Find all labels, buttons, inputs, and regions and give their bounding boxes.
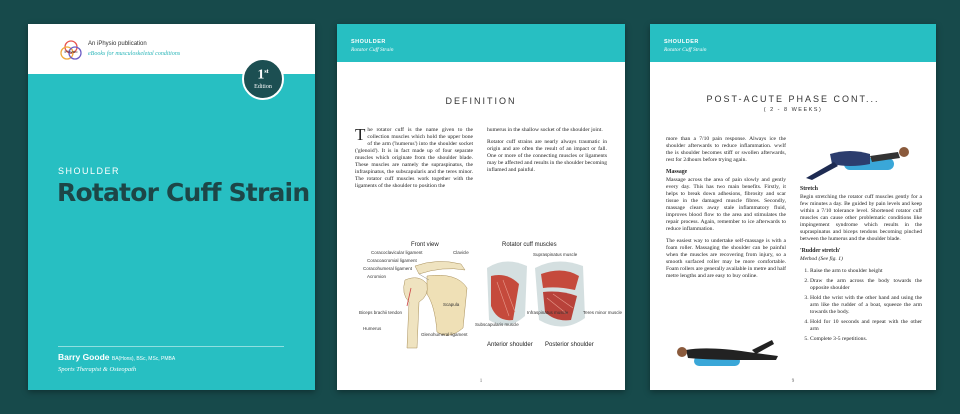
dropcap: T bbox=[355, 125, 366, 144]
foam-roller-photo bbox=[668, 330, 790, 374]
author-credentials: BA(Hons), BSc, MSc, PMBA bbox=[111, 356, 176, 362]
label-teres-minor: Teres minor muscle bbox=[583, 310, 623, 315]
definition-text-2: humerus in the shallow socket of the shoulder joint. bbox=[487, 127, 603, 133]
author bbox=[58, 352, 175, 362]
label-subscapularis: Subscapularis muscle bbox=[475, 322, 519, 327]
cover-category: SHOULDER bbox=[58, 166, 121, 176]
step-item: 1. Raise the arm to shoulder height bbox=[810, 268, 922, 275]
anterior-caption: Anterior shoulder bbox=[487, 342, 533, 348]
stretch-heading: Stretch bbox=[800, 186, 818, 192]
edition-label: Edition bbox=[254, 83, 272, 90]
header-subtitle: Rotator Cuff Strain bbox=[664, 47, 707, 53]
cover-title: Rotator Cuff Strain bbox=[57, 178, 310, 207]
label-coracoclavicular: Coracoclavicular ligament bbox=[371, 250, 423, 255]
column-left bbox=[355, 127, 473, 195]
label-supraspinatus: Supraspinatus muscle bbox=[533, 252, 578, 257]
column-right bbox=[487, 127, 607, 179]
massage-text: Massage across the area of pain slowly and gently every day. This has two main benefits. Firstly, it helps to break down adhesions, fibrosity and scar tissue in the damaged muscle fibres. Secondly, massage clears away stale inflammatory fluid, improves blood flow to the area and stimulates the repair process. Again, remember to ice afterwards to reduce inflammation. bbox=[666, 177, 786, 232]
post-acute-page bbox=[650, 24, 936, 390]
label-coracohumeral: Coracohumeral ligament bbox=[363, 266, 413, 271]
header-category: SHOULDER bbox=[351, 39, 386, 45]
header-category: SHOULDER bbox=[664, 39, 699, 45]
cover-page bbox=[28, 24, 315, 390]
step-item: 2. Draw the arm across the body towards the opposite shoulder bbox=[810, 278, 922, 292]
page-title: DEFINITION bbox=[445, 96, 517, 106]
roller-text: The easiest way to undertake self-massage is with a foam roller. Massaging the shoulder can be painful when the muscles are recovering from injury, so a smooth surfaced roller may be more comfortable. Foam rollers are generally available in metre and half metre lengths and are easy to buy online. bbox=[666, 238, 786, 279]
label-coracoacromial: Coracoacromial ligament bbox=[367, 258, 417, 263]
page-subtitle: ( 2 - 8 WEEKS) bbox=[763, 107, 823, 113]
cover-divider bbox=[58, 346, 284, 347]
label-scapula: Scapula bbox=[443, 302, 460, 307]
stretch-text: Begin stretching the rotator cuff muscles gently for a few minutes a day. Be guided by pain levels and keep within a 7/10 tolerance level. Shortened rotator cuff muscles can cause other problematic conditions like impingement syndrome which results in the supraspinatus and biceps tendons becoming pinched between the humerus and the shoulder blade. bbox=[800, 194, 922, 242]
page-header bbox=[650, 24, 936, 62]
publisher-tagline: eBooks for musculoskeletal conditions bbox=[88, 51, 181, 57]
label-acromion: Acromion bbox=[367, 274, 387, 279]
iphysio-logo-icon bbox=[58, 38, 84, 64]
edition-badge bbox=[242, 58, 284, 100]
stretch-steps bbox=[800, 268, 922, 343]
author-role: Sports Therapist & Osteopath bbox=[58, 366, 137, 373]
massage-heading: Massage bbox=[666, 169, 688, 175]
page-number: 1 bbox=[479, 379, 483, 384]
label-infraspinatus: Infraspinatus muscle bbox=[527, 310, 569, 315]
posterior-caption: Posterior shoulder bbox=[545, 342, 594, 348]
step-item: 3. Hold the wrist with the other hand and using the arm like the rudder of a boat, squeeze the arm towards the body. bbox=[810, 295, 922, 316]
posterior-muscle-illustration bbox=[535, 261, 585, 326]
edition-number: 1 bbox=[257, 67, 265, 83]
rotator-cuff-figure bbox=[357, 236, 623, 356]
page-title: POST-ACUTE PHASE CONT... bbox=[706, 94, 880, 104]
edition-suffix: st bbox=[264, 69, 269, 75]
step-item: 5. Complete 3-5 repetitions. bbox=[810, 336, 922, 343]
label-clavicle: Clavicle bbox=[453, 250, 469, 255]
header-subtitle: Rotator Cuff Strain bbox=[351, 47, 394, 53]
page-number: 9 bbox=[791, 379, 795, 384]
anterior-muscle-illustration bbox=[487, 261, 527, 325]
intro-text: more than a 7/10 pain response. Always ice the shoulder afterwards to reduce inflammation. wwIf the is shoulder becomes stiff or swollen afterwards, rest for 24hours before trying again. bbox=[666, 136, 786, 163]
muscles-heading: Rotator cuff muscles bbox=[502, 242, 557, 248]
step-item: 4. Hold for 10 seconds and repeat with the other arm bbox=[810, 319, 922, 333]
page-header bbox=[337, 24, 625, 62]
label-humerus: Humerus bbox=[363, 326, 382, 331]
front-view-heading: Front view bbox=[411, 242, 439, 248]
logo-text: iPhysio bbox=[64, 49, 78, 54]
rudder-heading: 'Rudder stretch' bbox=[800, 248, 841, 254]
definition-page bbox=[337, 24, 625, 390]
definition-text-1: he rotator cuff is the name given to the collection muscles which hold the upper bone of the arm ('humerus') into the shoulder socket ('glenoid'). It is in fact made up of four separate muscles which originate from the shoulder blade. These muscles are namely the supraspinatus, the infraspinatus, the subscapularis and the teres minor. The rotator cuff muscles work together with the ligaments of the shoulder to position the bbox=[355, 127, 473, 189]
column-right bbox=[800, 186, 922, 346]
method-text: Method (See fig. 1) bbox=[800, 256, 843, 262]
stretch-photo bbox=[800, 134, 918, 184]
label-glenohumeral: Glenohumeral ligament bbox=[421, 332, 468, 337]
column-left bbox=[666, 136, 786, 285]
author-name: Barry Goode bbox=[58, 352, 110, 362]
label-biceps: Biceps brachii tendon bbox=[359, 310, 403, 315]
publisher-line: An iPhysio publication bbox=[88, 41, 147, 47]
definition-text-3: Rotator cuff strains are nearly always traumatic in origin and are often the result of an impact or fall. One or more of the connecting muscles or ligaments may be affected and results in the shoulder becoming inflamed and painful. bbox=[487, 139, 607, 173]
